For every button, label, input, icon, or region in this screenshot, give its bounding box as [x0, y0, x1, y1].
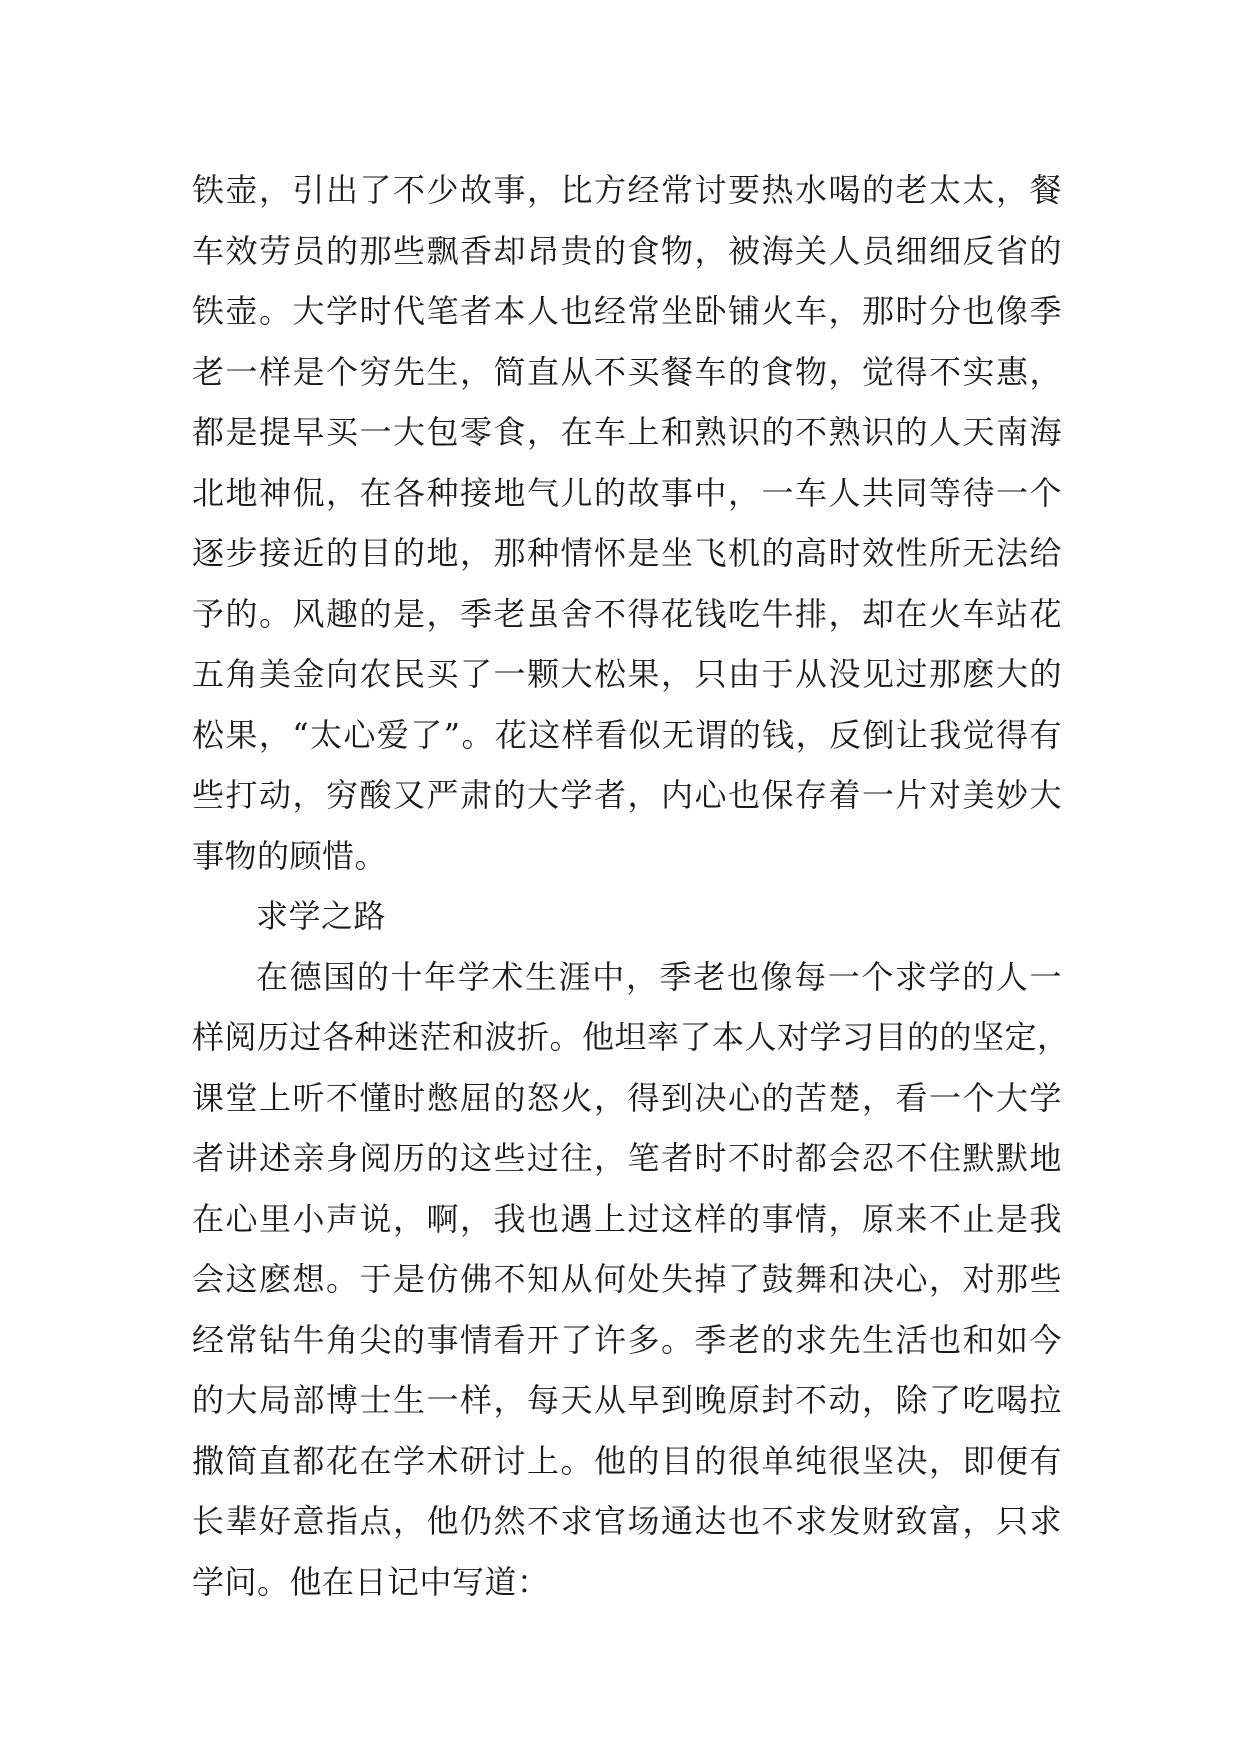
text-line: 铁壶。大学时代笔者本人也经常坐卧铺火车，那时分也像季	[192, 292, 1062, 330]
text-line: 会这麽想。于是仿佛不知从何处失掉了鼓舞和决心，对那些	[192, 1260, 1062, 1298]
text-line: 些打动，穷酸又严肃的大学者，内心也保存着一片对美妙大	[192, 776, 1062, 814]
text-line: 五角美金向农民买了一颗大松果，只由于从没见过那麽大的	[192, 655, 1062, 693]
text-line: 撒简直都花在学术研讨上。他的目的很单纯很坚决，即便有	[192, 1441, 1062, 1480]
text-line: 都是提早买一大包零食，在车上和熟识的不熟识的人天南海	[192, 413, 1062, 451]
text-line: 逐步接近的目的地，那种情怀是坐飞机的高时效性所无法给	[192, 534, 1062, 572]
section-heading: 求学之路	[256, 897, 387, 935]
text-line: 经常钻牛角尖的事情看开了许多。季老的求先生活也和如今	[192, 1320, 1062, 1359]
text-line: 车效劳员的那些飘香却昂贵的食物，被海关人员细细反省的	[192, 231, 1062, 270]
text-line: 松果，“太心爱了”。花这样看似无谓的钱，反倒让我觉得有	[192, 715, 1062, 754]
text-line: 者讲述亲身阅历的这些过往，笔者时不时都会忍不住默默地	[192, 1139, 1062, 1177]
text-line: 事物的顾惜。	[192, 836, 388, 875]
text-line: 老一样是个穷先生，简直从不买餐车的食物，觉得不实惠，	[192, 352, 1062, 391]
text-line: 课堂上听不懂时憋屈的怒火，得到决心的苦楚，看一个大学	[192, 1078, 1062, 1117]
document-body	[192, 160, 1070, 1612]
text-line: 铁壶，引出了不少故事，比方经常讨要热水喝的老太太，餐	[192, 171, 1062, 209]
text-line: 北地神侃，在各种接地气儿的故事中，一车人共同等待一个	[192, 473, 1062, 512]
text-line: 的大局部博士生一样，每天从早到晚原封不动，除了吃喝拉	[192, 1381, 1062, 1419]
text-line: 学问。他在日记中写道：	[192, 1562, 550, 1601]
text-line: 在德国的十年学术生涯中，季老也像每一个求学的人一	[256, 957, 1062, 996]
paragraph-2	[192, 947, 1070, 1613]
text-line: 予的。风趣的是，季老虽舍不得花钱吃牛排，却在火车站花	[192, 594, 1062, 633]
text-line: 样阅历过各种迷茫和波折。他坦率了本人对学习目的的坚定，	[192, 1018, 1070, 1056]
paragraph-1	[192, 160, 1062, 886]
text-line: 长辈好意指点，他仍然不求官场通达也不求发财致富，只求	[192, 1502, 1062, 1540]
text-line: 在心里小声说，啊，我也遇上过这样的事情，原来不止是我	[192, 1199, 1062, 1238]
